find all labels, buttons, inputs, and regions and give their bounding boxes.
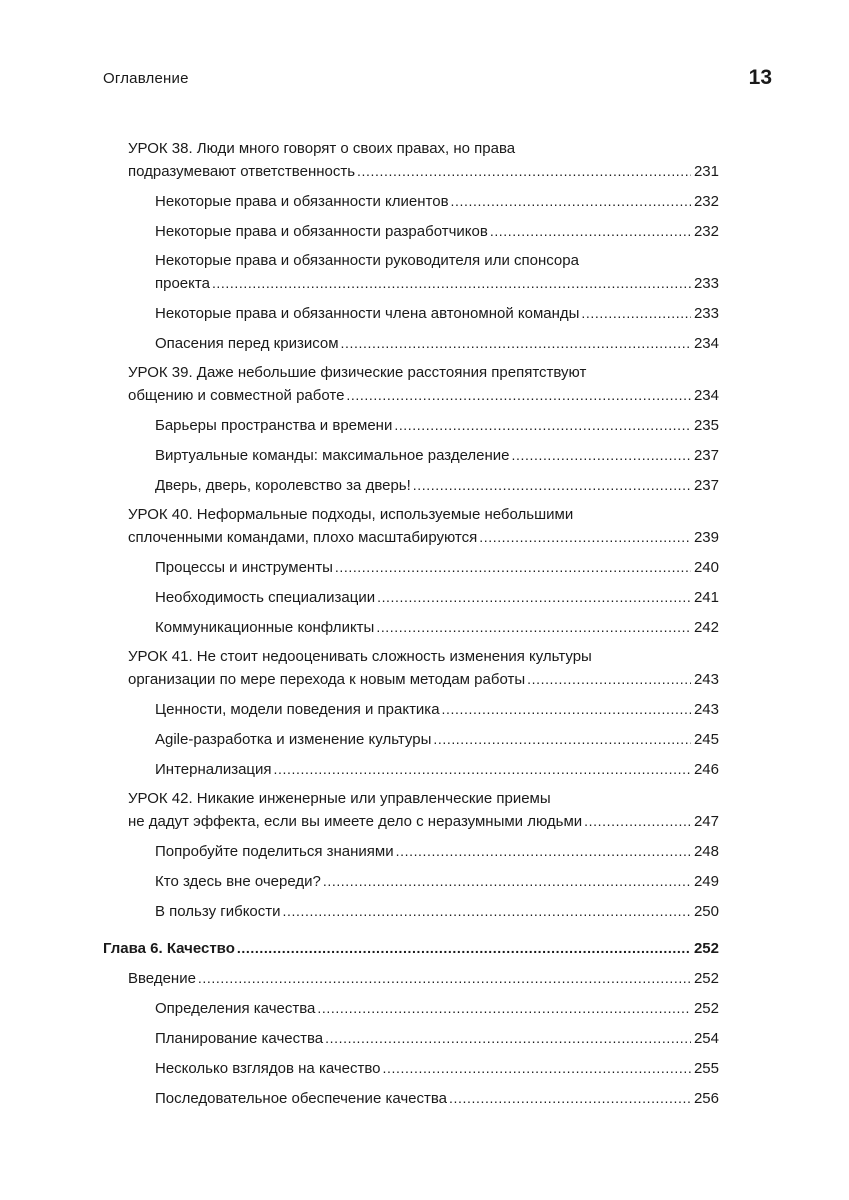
toc-entry-line <box>155 840 719 863</box>
toc-section <box>0 220 849 243</box>
toc-entry-title: Некоторые права и обязанности клиентов <box>155 193 449 210</box>
toc-entry-title-line: УРОК 41. Не стоит недооценивать сложность изменения культуры <box>128 648 592 665</box>
dot-leader <box>377 586 691 608</box>
dot-leader <box>490 220 691 242</box>
dot-leader <box>479 526 691 548</box>
toc-entry-title: Попробуйте поделиться знаниями <box>155 843 394 860</box>
toc-lesson <box>0 646 849 691</box>
toc-entry-page: 243 <box>693 701 719 718</box>
toc-entry-line <box>128 810 719 833</box>
toc-section <box>0 870 849 893</box>
toc-entry-title-line: УРОК 39. Даже небольшие физические расстояния препятствуют <box>128 364 587 381</box>
toc-entry-line <box>155 272 719 295</box>
toc-entry-line <box>103 937 719 960</box>
toc-entry-title-line: УРОК 40. Неформальные подходы, используемые небольшими <box>128 506 574 523</box>
toc-entry-line <box>155 1027 719 1050</box>
toc-entry-line <box>155 1087 719 1110</box>
dot-leader <box>212 272 691 294</box>
toc-entry-title: Барьеры пространства и времени <box>155 417 393 434</box>
dot-leader <box>198 967 691 989</box>
dot-leader <box>442 698 691 720</box>
dot-leader <box>325 1027 691 1049</box>
toc-section <box>0 474 849 497</box>
toc-entry-title: не дадут эффекта, если вы имеете дело с неразумными людьми <box>128 813 583 830</box>
toc-section <box>0 758 849 781</box>
toc-entry-line <box>155 190 719 213</box>
dot-leader <box>357 160 691 182</box>
toc-entry-page: 252 <box>693 970 719 987</box>
toc-entry-title: Виртуальные команды: максимальное разделение <box>155 447 510 464</box>
toc-section <box>0 586 849 609</box>
toc-entry-page: 243 <box>693 671 719 688</box>
toc-entry-title: общению и совместной работе <box>128 387 345 404</box>
toc-entry-title: организации по мере перехода к новым методам работы <box>128 671 526 688</box>
dot-leader <box>413 474 691 496</box>
toc-section <box>0 728 849 751</box>
toc-entry-page: 255 <box>693 1060 719 1077</box>
toc-entry-page: 245 <box>693 731 719 748</box>
toc-section <box>0 190 849 213</box>
toc-entry-page: 246 <box>693 761 719 778</box>
toc-section <box>0 840 849 863</box>
toc-entry-page: 241 <box>693 589 719 606</box>
dot-leader <box>283 900 691 922</box>
toc-entry-line <box>128 384 719 407</box>
toc-entry-line <box>155 900 719 923</box>
toc-entry-title: подразумевают ответственность <box>128 163 356 180</box>
dot-leader <box>237 937 691 959</box>
toc-entry-line <box>155 758 719 781</box>
toc-entry-page: 252 <box>693 940 719 957</box>
toc-entry-page: 234 <box>693 387 719 404</box>
dot-leader <box>274 758 691 780</box>
toc-entry-title: Планирование качества <box>155 1030 324 1047</box>
toc-entry-page: 242 <box>693 619 719 636</box>
toc-entry-title: Интернализация <box>155 761 272 778</box>
toc-entry-title: Некоторые права и обязанности разработчиков <box>155 223 488 240</box>
toc-entry-title: Последовательное обеспечение качества <box>155 1090 448 1107</box>
toc-entry-page: 237 <box>693 447 719 464</box>
toc-entry-title: Agile-разработка и изменение культуры <box>155 731 432 748</box>
toc-entry-page: 234 <box>693 335 719 352</box>
running-title: Оглавление <box>103 70 189 87</box>
toc-entry-page: 237 <box>693 477 719 494</box>
toc-entry-line <box>155 997 719 1020</box>
toc-lesson <box>0 967 849 990</box>
toc-section <box>0 698 849 721</box>
toc-section <box>0 556 849 579</box>
dot-leader <box>396 840 691 862</box>
toc-section <box>0 997 849 1020</box>
toc-entry-page: 239 <box>693 529 719 546</box>
page-number: 13 <box>748 66 772 89</box>
toc-entry-line <box>155 728 719 751</box>
toc-entry-title: В пользу гибкости <box>155 903 281 920</box>
toc-entry-title: Определения качества <box>155 1000 316 1017</box>
toc-entry-page: 254 <box>693 1030 719 1047</box>
toc-entry-title: сплоченными командами, плохо масштабируются <box>128 529 478 546</box>
toc-entry-line <box>155 1057 719 1080</box>
toc-chapter <box>0 937 849 960</box>
table-of-contents <box>0 138 849 1110</box>
toc-section <box>0 302 849 325</box>
toc-entry-page: 233 <box>693 275 719 292</box>
toc-section <box>0 1057 849 1080</box>
dot-leader <box>341 332 691 354</box>
toc-entry-title: Ценности, модели поведения и практика <box>155 701 440 718</box>
toc-entry-title: Процессы и инструменты <box>155 559 333 576</box>
toc-entry-title-line: УРОК 38. Люди много говорят о своих правах, но права <box>128 140 516 157</box>
toc-entry-title: Некоторые права и обязанности члена автономной команды <box>155 305 580 322</box>
toc-entry-title-line: Некоторые права и обязанности руководителя или спонсора <box>155 252 579 269</box>
toc-entry-line <box>155 302 719 325</box>
toc-section <box>0 1027 849 1050</box>
toc-entry-title: Введение <box>128 970 196 987</box>
toc-entry-line <box>155 474 719 497</box>
dot-leader <box>346 384 691 406</box>
toc-entry-title-line: УРОК 42. Никакие инженерные или управленческие приемы <box>128 790 551 807</box>
toc-section <box>0 1087 849 1110</box>
toc-section <box>0 332 849 355</box>
toc-entry-page: 232 <box>693 223 719 240</box>
toc-section <box>0 616 849 639</box>
dot-leader <box>584 810 691 832</box>
toc-entry-line <box>155 414 719 437</box>
toc-entry-title: Необходимость специализации <box>155 589 376 606</box>
toc-entry-title: Несколько взглядов на качество <box>155 1060 381 1077</box>
toc-entry-line <box>155 220 719 243</box>
toc-entry-line <box>128 668 719 691</box>
toc-lesson <box>0 788 849 833</box>
dot-leader <box>527 668 691 690</box>
toc-section <box>0 444 849 467</box>
toc-entry-line <box>155 332 719 355</box>
toc-entry-page: 249 <box>693 873 719 890</box>
toc-entry-title: Коммуникационные конфликты <box>155 619 375 636</box>
toc-entry-page: 240 <box>693 559 719 576</box>
toc-entry-page: 250 <box>693 903 719 920</box>
toc-entry-line <box>155 556 719 579</box>
toc-entry-line <box>155 698 719 721</box>
dot-leader <box>451 190 691 212</box>
toc-entry-title: Глава 6. Качество <box>103 940 235 957</box>
toc-entry-page: 256 <box>693 1090 719 1107</box>
toc-entry-page: 248 <box>693 843 719 860</box>
toc-section <box>0 414 849 437</box>
toc-section <box>0 900 849 923</box>
dot-leader <box>383 1057 691 1079</box>
toc-entry-line <box>155 586 719 609</box>
toc-entry-title: Опасения перед кризисом <box>155 335 339 352</box>
toc-entry-page: 247 <box>693 813 719 830</box>
toc-entry-title: Кто здесь вне очереди? <box>155 873 321 890</box>
toc-entry-page: 233 <box>693 305 719 322</box>
dot-leader <box>335 556 691 578</box>
toc-entry-page: 252 <box>693 1000 719 1017</box>
dot-leader <box>323 870 691 892</box>
dot-leader <box>581 302 691 324</box>
toc-entry-line <box>128 967 719 990</box>
toc-entry-line <box>155 616 719 639</box>
toc-entry-title: проекта <box>155 275 210 292</box>
toc-entry-page: 235 <box>693 417 719 434</box>
dot-leader <box>512 444 691 466</box>
toc-entry-line <box>128 160 719 183</box>
dot-leader <box>449 1087 691 1109</box>
toc-lesson <box>0 138 849 183</box>
toc-lesson <box>0 362 849 407</box>
dot-leader <box>433 728 691 750</box>
dot-leader <box>317 997 691 1019</box>
toc-lesson <box>0 504 849 549</box>
toc-entry-line <box>128 526 719 549</box>
toc-entry-title: Дверь, дверь, королевство за дверь! <box>155 477 411 494</box>
dot-leader <box>394 414 691 436</box>
dot-leader <box>376 616 691 638</box>
toc-entry-page: 231 <box>693 163 719 180</box>
toc-entry-page: 232 <box>693 193 719 210</box>
toc-entry-line <box>155 870 719 893</box>
toc-entry-line <box>155 444 719 467</box>
toc-section <box>0 250 849 295</box>
